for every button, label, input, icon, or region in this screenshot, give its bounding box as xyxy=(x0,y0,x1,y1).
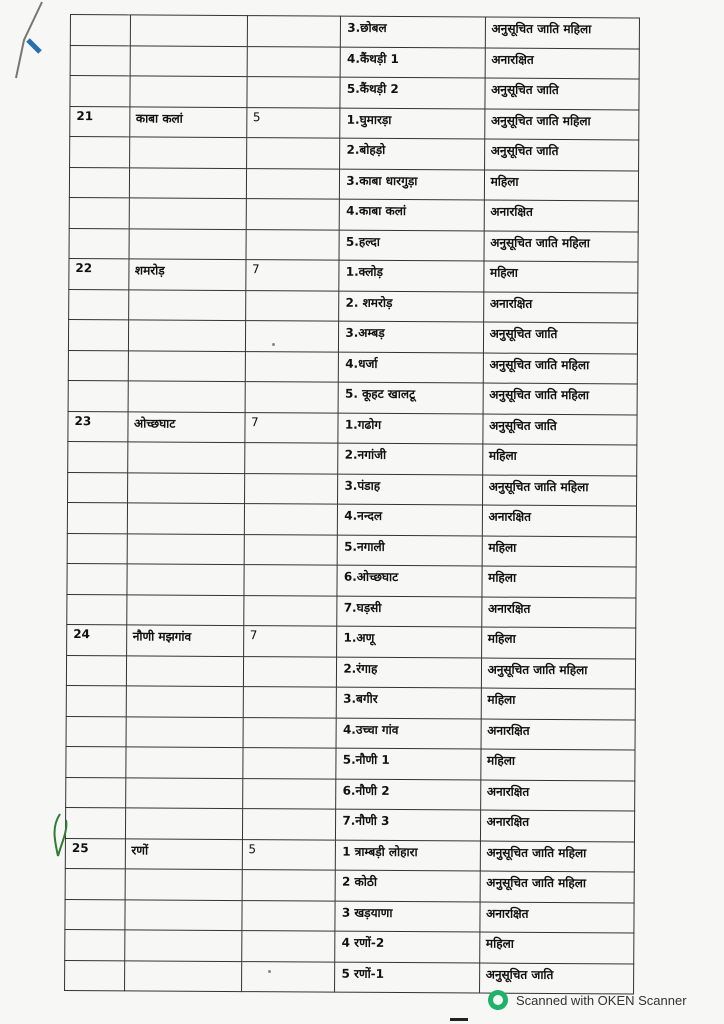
ward-name-cell: 2. शमरोड़ xyxy=(339,291,483,322)
table-row xyxy=(70,76,639,110)
scanner-watermark xyxy=(488,990,687,1010)
reservation-category-cell: अनारक्षित xyxy=(480,780,635,811)
table-row xyxy=(65,899,634,933)
panchayat-name-cell xyxy=(124,930,241,961)
ward-name-cell: 5 रणों-1 xyxy=(335,962,479,993)
reservation-category-cell: अनुसूचित जाति xyxy=(482,414,637,445)
panchayat-name-cell xyxy=(127,442,244,473)
serial-number-cell xyxy=(65,960,125,991)
ward-name-cell: 1 त्राम्बड़ी लोहारा xyxy=(336,840,480,871)
panchayat-name-cell xyxy=(125,808,242,839)
serial-number-cell: 22 xyxy=(69,258,129,289)
table-row xyxy=(66,746,635,780)
reservation-category-cell: अनुसूचित जाति महिला xyxy=(483,353,638,384)
serial-number-cell xyxy=(66,716,126,747)
ward-name-cell: 5. कूहट खालटू xyxy=(338,382,482,413)
serial-number-cell xyxy=(68,350,128,381)
table-row xyxy=(68,472,637,506)
panchayat-name-cell xyxy=(125,777,242,808)
reservation-category-cell: अनारक्षित xyxy=(484,200,639,231)
table-row xyxy=(65,807,634,841)
ward-count-cell xyxy=(243,565,337,596)
reservation-category-cell: अनुसूचित जाति xyxy=(483,322,638,353)
ward-name-cell: 4.कैंथड़ी 1 xyxy=(340,47,484,78)
reservation-category-cell: अनुसूचित जाति महिला xyxy=(482,475,637,506)
reservation-category-cell: अनारक्षित xyxy=(481,719,636,750)
ward-name-cell: 5.हल्दा xyxy=(339,230,483,261)
serial-number-cell xyxy=(66,777,126,808)
serial-number-cell: 25 xyxy=(65,838,125,869)
panchayat-name-cell xyxy=(124,960,241,991)
table-row xyxy=(68,441,637,475)
serial-number-cell xyxy=(65,807,125,838)
panchayat-name-cell xyxy=(129,137,246,168)
panchayat-name-cell xyxy=(124,899,241,930)
serial-number-cell xyxy=(67,533,127,564)
reservation-category-cell: महिला xyxy=(481,688,636,719)
ward-name-cell: 3 खड़याणा xyxy=(335,901,479,932)
reservation-category-cell: महिला xyxy=(482,444,637,475)
ward-name-cell: 2 कोठी xyxy=(335,870,479,901)
table-row xyxy=(66,655,635,689)
panchayat-name-cell xyxy=(129,198,246,229)
ward-name-cell: 3.अम्बड़ xyxy=(339,321,483,352)
serial-number-cell xyxy=(67,594,127,625)
serial-number-cell xyxy=(66,655,126,686)
ward-name-cell: 2.रंगाह xyxy=(337,657,481,688)
panchayat-name-cell: ओच्छघाट xyxy=(127,411,244,442)
serial-number-cell xyxy=(70,15,130,46)
panchayat-name-cell xyxy=(125,869,242,900)
serial-number-cell xyxy=(66,746,126,777)
ward-count-cell xyxy=(245,321,339,352)
ward-name-cell: 3.काबा धारगुड़ा xyxy=(340,169,484,200)
ward-count-cell xyxy=(243,595,337,626)
ward-count-cell xyxy=(243,717,337,748)
serial-number-cell xyxy=(68,319,128,350)
panchayat-name-cell xyxy=(127,503,244,534)
ward-count-cell xyxy=(243,656,337,687)
table-row xyxy=(67,533,636,567)
table-row xyxy=(70,45,639,79)
reservation-category-cell: अनारक्षित xyxy=(482,505,637,536)
table-row xyxy=(68,411,637,445)
serial-number-cell xyxy=(65,899,125,930)
panchayat-name-cell xyxy=(130,15,247,46)
serial-number-cell xyxy=(70,137,130,168)
handwritten-initial-mark-icon xyxy=(48,812,72,858)
serial-number-cell xyxy=(67,563,127,594)
serial-number-cell xyxy=(69,197,129,228)
ward-name-cell: 2.नगांजी xyxy=(338,443,482,474)
table-row xyxy=(67,624,636,658)
ward-count-cell xyxy=(244,473,338,504)
panchayat-name-cell xyxy=(126,594,243,625)
ward-name-cell: 3.बगीर xyxy=(337,687,481,718)
ward-count-cell: 7 xyxy=(243,626,337,657)
reservation-category-cell: महिला xyxy=(482,536,637,567)
ward-reservation-table xyxy=(64,14,640,994)
panchayat-name-cell xyxy=(127,472,244,503)
ward-count-cell: 5 xyxy=(242,839,336,870)
table-row xyxy=(68,350,637,384)
table-row xyxy=(65,868,634,902)
ward-name-cell: 7.घड़सी xyxy=(337,596,481,627)
ward-count-cell: 5 xyxy=(246,107,340,138)
reservation-category-cell: अनुसूचित जाति महिला xyxy=(483,383,638,414)
ward-count-cell xyxy=(241,900,335,931)
serial-number-cell xyxy=(69,167,129,198)
table-row xyxy=(66,716,635,750)
pen-stroke-mark-icon xyxy=(14,0,44,80)
serial-number-cell xyxy=(69,289,129,320)
reservation-category-cell: अनुसूचित जाति महिला xyxy=(480,841,635,872)
page-edge-mark xyxy=(450,1018,468,1021)
ward-count-cell xyxy=(245,351,339,382)
ward-name-cell: 5.नौणी 1 xyxy=(336,748,480,779)
ward-count-cell xyxy=(246,199,340,230)
ward-count-cell xyxy=(242,778,336,809)
ward-name-cell: 3.छोबल xyxy=(341,16,485,47)
ward-name-cell: 6.ओच्छघाट xyxy=(337,565,481,596)
table-row xyxy=(69,197,638,231)
ward-name-cell: 7.नौणी 3 xyxy=(336,809,480,840)
reservation-category-cell: अनुसूचित जाति xyxy=(479,963,634,994)
ward-count-cell xyxy=(246,229,340,260)
reservation-category-cell: अनारक्षित xyxy=(480,902,635,933)
ward-count-cell xyxy=(241,931,335,962)
reservation-category-cell: अनारक्षित xyxy=(485,48,640,79)
panchayat-name-cell: शमरोड़ xyxy=(128,259,245,290)
panchayat-name-cell xyxy=(129,76,246,107)
serial-number-cell xyxy=(67,502,127,533)
panchayat-name-cell xyxy=(129,167,246,198)
ward-name-cell: 1.क्लोड़ xyxy=(339,260,483,291)
serial-number-cell xyxy=(68,472,128,503)
reservation-category-cell: महिला xyxy=(484,170,639,201)
table-row xyxy=(67,594,636,628)
ward-count-cell xyxy=(245,290,339,321)
reservation-category-cell: अनुसूचित जाति xyxy=(485,78,640,109)
serial-number-cell xyxy=(68,441,128,472)
table-row xyxy=(65,929,634,963)
table-row xyxy=(66,777,635,811)
ward-name-cell: 4.नन्दल xyxy=(338,504,482,535)
ward-name-cell: 4 रणों-2 xyxy=(335,931,479,962)
serial-number-cell xyxy=(68,380,128,411)
ward-count-cell xyxy=(241,961,335,992)
serial-number-cell: 23 xyxy=(68,411,128,442)
serial-number-cell: 24 xyxy=(67,624,127,655)
serial-number-cell: 21 xyxy=(70,106,130,137)
panchayat-name-cell xyxy=(126,716,243,747)
ward-name-cell: 4.उच्चा गांव xyxy=(336,718,480,749)
panchayat-name-cell xyxy=(128,381,245,412)
ward-count-cell xyxy=(247,16,341,47)
scan-speck xyxy=(272,343,275,346)
ward-name-cell: 4.काबा कलां xyxy=(340,199,484,230)
table-row xyxy=(69,258,638,292)
ward-count-cell xyxy=(244,534,338,565)
reservation-category-cell: महिला xyxy=(483,261,638,292)
ward-name-cell: 5.कैंथड़ी 2 xyxy=(340,77,484,108)
ward-name-cell: 5.नगाली xyxy=(337,535,481,566)
reservation-category-cell: अनुसूचित जाति महिला xyxy=(485,17,640,48)
oken-scanner-logo-icon xyxy=(488,990,508,1010)
serial-number-cell xyxy=(70,76,130,107)
ward-count-cell xyxy=(242,870,336,901)
table-row xyxy=(69,228,638,262)
serial-number-cell xyxy=(69,228,129,259)
scan-speck xyxy=(268,970,271,973)
table-row xyxy=(68,319,637,353)
table-row xyxy=(70,15,639,49)
ward-name-cell: 1.अणू xyxy=(337,626,481,657)
ward-name-cell: 6.नौणी 2 xyxy=(336,779,480,810)
reservation-category-cell: महिला xyxy=(479,932,634,963)
ward-count-cell xyxy=(244,443,338,474)
panchayat-name-cell xyxy=(128,320,245,351)
reservation-category-cell: अनारक्षित xyxy=(480,810,635,841)
reservation-category-cell: अनुसूचित जाति महिला xyxy=(481,658,636,689)
ward-name-cell: 1.गढोग xyxy=(338,413,482,444)
serial-number-cell xyxy=(70,45,130,76)
table-row xyxy=(70,137,639,171)
table-row xyxy=(69,289,638,323)
ward-name-cell: 4.धर्जा xyxy=(339,352,483,383)
ward-count-cell xyxy=(242,748,336,779)
panchayat-name-cell: काबा कलां xyxy=(129,106,246,137)
ward-name-cell: 3.पंडाह xyxy=(338,474,482,505)
reservation-category-cell: अनारक्षित xyxy=(481,597,636,628)
ward-count-cell xyxy=(242,809,336,840)
reservation-category-cell: महिला xyxy=(480,749,635,780)
panchayat-name-cell xyxy=(126,655,243,686)
table-row xyxy=(66,685,635,719)
table-row xyxy=(70,106,639,140)
panchayat-name-cell xyxy=(130,45,247,76)
serial-number-cell xyxy=(66,685,126,716)
serial-number-cell xyxy=(65,868,125,899)
scanner-watermark-text: Scanned with OKEN Scanner xyxy=(516,992,687,1008)
reservation-category-cell: अनारक्षित xyxy=(483,292,638,323)
panchayat-name-cell xyxy=(128,350,245,381)
table-row xyxy=(68,380,637,414)
reservation-category-cell: अनुसूचित जाति महिला xyxy=(484,231,639,262)
ward-count-cell xyxy=(244,504,338,535)
reservation-category-cell: अनुसूचित जाति महिला xyxy=(484,109,639,140)
panchayat-name-cell: नौणी मझगांव xyxy=(126,625,243,656)
ward-count-cell: 7 xyxy=(244,412,338,443)
table-row xyxy=(67,502,636,536)
panchayat-name-cell xyxy=(129,228,246,259)
table-row xyxy=(67,563,636,597)
panchayat-name-cell xyxy=(127,533,244,564)
panchayat-name-cell xyxy=(125,747,242,778)
table-row xyxy=(65,960,634,994)
ward-count-cell xyxy=(245,382,339,413)
reservation-category-cell: महिला xyxy=(482,566,637,597)
table-row xyxy=(65,838,634,872)
ward-count-cell xyxy=(243,687,337,718)
reservation-category-cell: अनुसूचित जाति महिला xyxy=(480,871,635,902)
panchayat-name-cell: रणों xyxy=(125,838,242,869)
panchayat-name-cell xyxy=(128,289,245,320)
reservation-category-cell: महिला xyxy=(481,627,636,658)
ward-count-cell xyxy=(246,138,340,169)
reservation-category-cell: अनुसूचित जाति xyxy=(484,139,639,170)
panchayat-name-cell xyxy=(126,686,243,717)
table-body xyxy=(65,15,640,994)
ward-count-cell xyxy=(247,46,341,77)
ward-count-cell: 7 xyxy=(245,260,339,291)
panchayat-name-cell xyxy=(126,564,243,595)
ward-count-cell xyxy=(246,168,340,199)
ward-name-cell: 2.बोहड़ो xyxy=(340,138,484,169)
ward-name-cell: 1.घुमारड़ा xyxy=(340,108,484,139)
serial-number-cell xyxy=(65,929,125,960)
table-row xyxy=(69,167,638,201)
ward-count-cell xyxy=(246,77,340,108)
